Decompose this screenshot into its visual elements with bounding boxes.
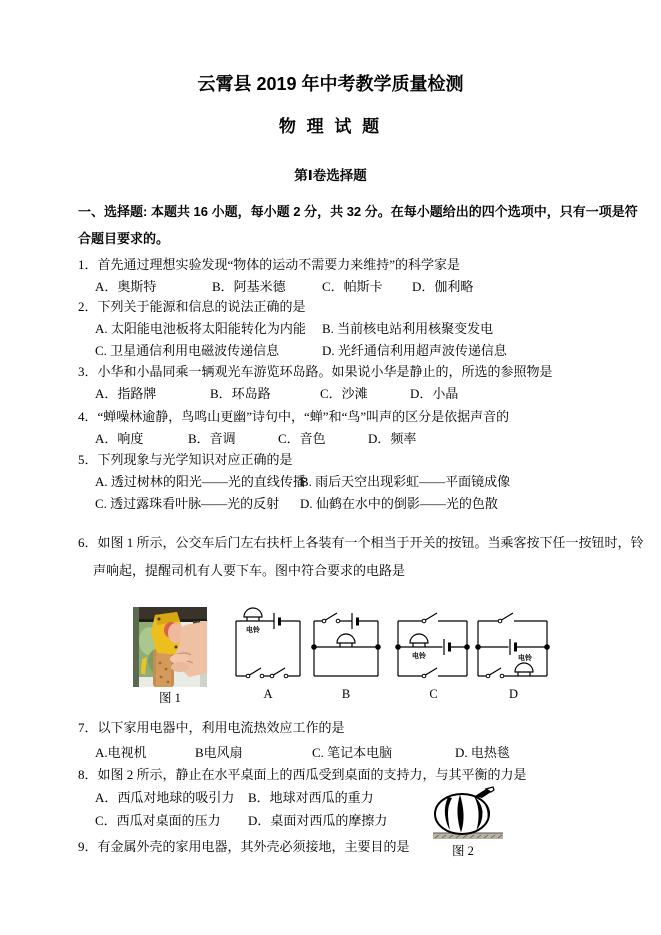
option-d: D．伽利略 [412,279,474,294]
question-4-options [95,431,416,447]
question-7-stem: 7．以下家用电器中，利用电流热效应工作的是 [78,720,345,735]
circuit-option-b [306,598,386,682]
option-a: A．西瓜对地球的吸引力 [95,790,235,805]
instructions-line2: 合题目要求的。 [78,231,170,246]
question-3-options [95,386,458,402]
figure2-caption: 图 2 [452,844,474,858]
question-8-options-row1 [95,790,374,806]
question-1-options [95,279,473,295]
option-a: A. 透过树林的阳光——光的直线传播 [95,474,306,489]
section-heading: 第Ⅰ卷选择题 [294,168,367,183]
figure1-caption: 图 1 [159,691,181,705]
paper-subtitle: 物 理 试 题 [278,117,383,136]
question-8-options-row2 [95,813,387,829]
option-b: B电风扇 [195,745,243,760]
question-5-options-row1 [95,474,510,490]
question-7-options [95,745,510,761]
circuit-option-a [228,598,308,682]
question-9-stem: 9．有金属外壳的家用电器，其外壳必须接地，主要目的是 [78,839,410,854]
question-6-stem-line2: 声响起，提醒司机有人要下车。图中符合要求的电路是 [93,563,406,578]
option-a: A．指路牌 [95,386,157,401]
circuit-a-letter: A [263,687,273,701]
option-b: B．阿基米德 [212,279,286,294]
bell-label: 电铃 [518,655,532,662]
question-6-stem-line1: 6．如图 1 所示，公交车后门左右扶杆上各装有一个相当于开关的按钮。当乘客按下任一按钮时，铃 [78,535,644,550]
option-d: D．桌面对西瓜的摩擦力 [248,813,388,828]
option-a: A.电视机 [95,745,147,760]
page-title: 云霄县 2019 年中考教学质量检测 [197,74,464,94]
option-c: C．帕斯卡 [322,279,383,294]
question-5-options-row2 [95,496,498,512]
bell-label: 电铃 [246,627,260,634]
option-c: C．西瓜对桌面的压力 [95,813,221,828]
option-b: B. 雨后天空出现彩虹——平面镜成像 [300,474,511,489]
option-c: C．沙滩 [320,386,368,401]
question-5-stem: 5．下列现象与光学知识对应正确的是 [78,452,293,467]
circuit-d-letter: D [508,687,519,701]
figure2-watermelon-image [430,786,510,842]
option-b: B．音调 [188,431,236,446]
option-b: B．环岛路 [210,386,271,401]
bell-label: 电铃 [412,653,426,660]
option-a: A．响度 [95,431,144,446]
question-2-stem: 2．下列关于能源和信息的说法正确的是 [78,299,306,314]
question-3-stem: 3．小华和小晶同乘一辆观光车游览环岛路。如果说小华是静止的，所选的参照物是 [78,364,553,379]
option-a: A．奥斯特 [95,279,157,294]
option-d: D. 仙鹤在水中的倒影——光的色散 [300,496,498,511]
question-8-stem: 8．如图 2 所示，静止在水平桌面上的西瓜受到桌面的支持力，与其平衡的力是 [78,767,527,782]
option-a: A. 太阳能电池板将太阳能转化为内能 [95,321,306,336]
option-c: C. 透过露珠看叶脉——光的反射 [95,496,280,511]
figure1-bus-button-photo [133,607,207,687]
option-d: D．频率 [368,431,417,446]
option-c: C. 卫星通信利用电磁波传递信息 [95,343,280,358]
instructions-line1: 一、选择题: 本题共 16 小题，每小题 2 分，共 32 分。在每小题给出的四个选项中，只有一项是符 [78,204,638,219]
circuit-option-c [392,598,475,682]
option-c: C. 笔记本电脑 [312,745,393,760]
circuit-option-d [472,598,555,682]
question-2-options-row1 [95,321,493,337]
option-d: D. 光纤通信利用超声波传递信息 [322,343,507,358]
option-d: D．小晶 [410,386,459,401]
option-b: B．地球对西瓜的重力 [248,790,374,805]
option-d: D. 电热毯 [455,745,510,760]
option-b: B. 当前核电站利用核聚变发电 [322,321,494,336]
question-4-stem: 4．“蝉噪林逾静，鸟鸣山更幽”诗句中，“蝉”和“鸟”叫声的区分是依据声音的 [78,409,510,424]
circuit-c-letter: C [429,687,438,701]
question-1-stem: 1．首先通过理想实验发现“物体的运动不需要力来维持”的科学家是 [78,257,461,272]
circuit-b-letter: B [341,687,351,701]
option-c: C．音色 [278,431,326,446]
question-2-options-row2 [95,343,507,359]
